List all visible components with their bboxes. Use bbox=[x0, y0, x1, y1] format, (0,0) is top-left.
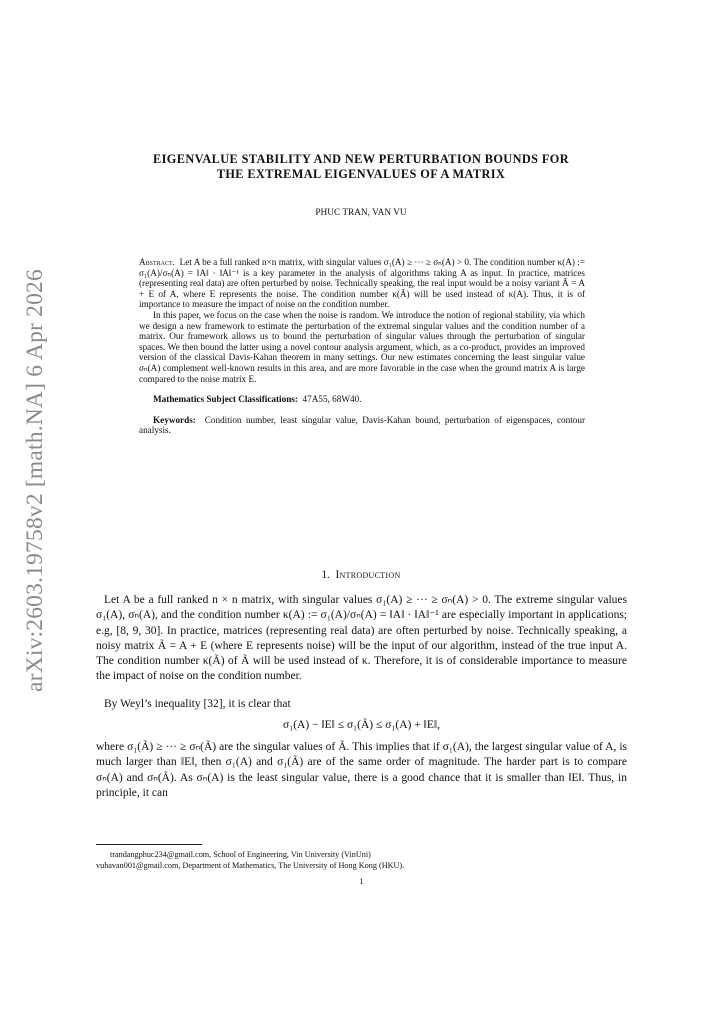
paper-authors: PHUC TRAN, VAN VU bbox=[315, 208, 407, 218]
section-number: 1. bbox=[321, 569, 330, 581]
footnote-author-2: vuhavan001@gmail.com, Department of Mathematics, The University of Hong Kong (HKU). bbox=[96, 861, 405, 871]
paper-title-line-2: THE EXTREMAL EIGENVALUES OF A MATRIX bbox=[216, 167, 506, 181]
footnotes bbox=[96, 849, 627, 872]
keywords-value: Condition number, least singular value, Davis-Kahan bound, perturbation of eigenspaces, contour analysis. bbox=[139, 414, 586, 436]
paper-title-line-1: EIGENVALUE STABILITY AND NEW PERTURBATION BOUNDS FOR bbox=[153, 152, 569, 166]
section-title: Introduction bbox=[335, 569, 401, 581]
keywords bbox=[139, 415, 585, 436]
footnote-rule bbox=[96, 844, 202, 845]
weyl-intro bbox=[96, 697, 627, 712]
keywords-label: Keywords: bbox=[153, 414, 196, 425]
msc-classifications bbox=[139, 394, 585, 405]
abstract-block bbox=[139, 257, 585, 436]
introduction-paragraph-text: Let A be a full ranked n × n matrix, with singular values σ₁(A) ≥ ··· ≥ σₙ(A) > 0. The extreme singular values σ₁(A), σₙ(A), and the condition number κ(A) := σ₁(A)/σₙ(A) = ‖A‖ · ‖A‖⁻¹ are especially important in applications; e.g, [8, 9, 30]. In practice, matrices (representing real data) are often perturbed by noise. Technically speaking, a noisy matrix Ã = A + E (where E represents noise) will be the input of our algorithm, instead of the true input A. The condition number κ(Ã) of Ã will be used instead of κ. Therefore, it is of considerable importance to measure the impact of noise on the condition number. bbox=[96, 594, 627, 683]
post-equation-paragraph bbox=[96, 740, 627, 801]
abstract-label: Abstract. bbox=[139, 257, 175, 267]
abstract-paragraph-1 bbox=[139, 257, 585, 310]
page-number: 1 bbox=[359, 877, 364, 886]
arxiv-identifier-text: arXiv:2603.19758v2 [math.NA] 6 Apr 2026 bbox=[21, 268, 48, 692]
abstract-paragraph-2: In this paper, we focus on the case when the noise is random. We introduce the notion of regional stability, via which we design a new framework to estimate the perturbation of the extremal singular values and the condition number of a matrix. Our framework allows us to bound the perturbation of singular values through the perturbation of singular spaces. We then bound the latter using a novel contour analysis argument, which, as a co-product, provides an improved version of the classical Davis-Kahan theorem in many settings. Our new estimates concerning the least singular value σₙ(A) complement well-known results in this area, and are more favorable in the case when the ground matrix A is large compared to the noise matrix E. bbox=[139, 309, 585, 384]
arxiv-identifier-stamp bbox=[20, 268, 50, 692]
introduction-paragraph bbox=[96, 593, 627, 685]
msc-label: Mathematics Subject Classifications: bbox=[153, 394, 298, 405]
section-heading-introduction bbox=[96, 569, 626, 581]
weyl-intro-text: By Weyl’s inequality [32], it is clear that bbox=[104, 698, 291, 710]
footnote-author-1: trandangphuc234@gmail.com, School of Engineering, Vin University (VinUni) bbox=[110, 850, 371, 859]
abstract-paragraph-1-text: Let A be a full ranked n×n matrix, with singular values σ₁(A) ≥ ··· ≥ σₙ(A) > 0. The condition number κ(A) := σ₁(A)/σₙ(A) = ‖A‖ · ‖A‖⁻¹ is a key parameter in the analysis of algorithms taking A as input. In practice, matrices (representing real data) are often perturbed by noise. Technically speaking, the real input would be a noisy variant Ã = A + E of A, where E represents the noise. The condition number κ(Ã) will be used instead of κ(A). Thus, it is of importance to measure the impact of noise on the condition number. bbox=[139, 257, 585, 310]
weyl-inequality-equation: σ₁(A) − ‖E‖ ≤ σ₁(Ã) ≤ σ₁(A) + ‖E‖, bbox=[283, 719, 440, 731]
msc-value: 47A55, 68W40. bbox=[302, 394, 362, 405]
post-equation-paragraph-text: where σ₁(Ã) ≥ ··· ≥ σₙ(Ã) are the singular values of Ã. This implies that if σ₁(A), the largest singular value of A, is much larger than ‖E‖, then σ₁(A) and σ₁(Ã) are of the same order of magnitude. The harder part is to compare σₙ(A) and σₙ(Ã). As σₙ(A) is the least singular value, there is a good chance that it is smaller than ‖E‖. Thus, in principle, it can bbox=[96, 741, 627, 799]
paper-title bbox=[96, 152, 626, 182]
